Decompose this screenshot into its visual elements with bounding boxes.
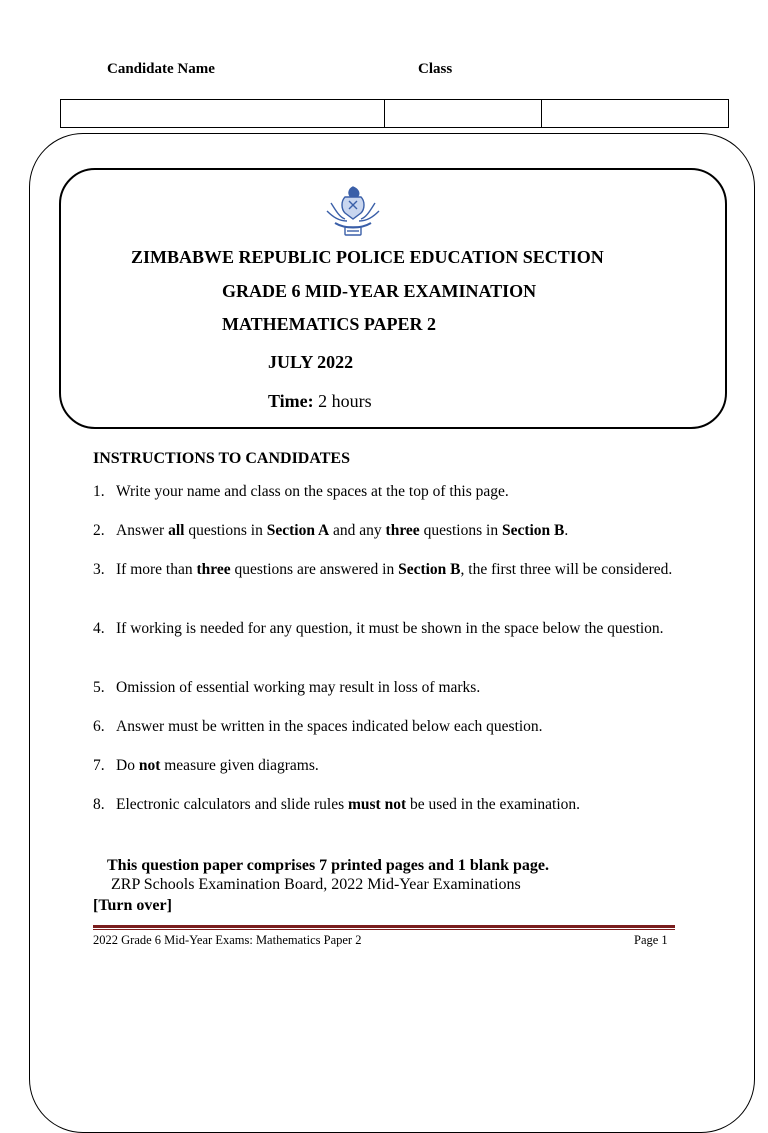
- instruction-fragment: Answer: [116, 522, 169, 539]
- footer-rule-thin: [93, 929, 675, 930]
- instruction-number: 3.: [93, 561, 105, 578]
- instruction-emphasis: not: [138, 757, 161, 774]
- paper-title: MATHEMATICS PAPER 2: [222, 314, 436, 334]
- candidate-details-table: [60, 99, 729, 128]
- page-footer-title: 2022 Grade 6 Mid-Year Exams: Mathematics Paper 2: [93, 933, 362, 947]
- instruction-emphasis: Section B: [501, 522, 565, 539]
- footer-rule: [93, 925, 675, 928]
- instruction-fragment: questions in: [184, 522, 267, 539]
- instruction-item: [93, 521, 693, 540]
- instruction-fragment: If more than: [116, 561, 197, 578]
- time-label: Time:: [268, 391, 314, 411]
- instruction-fragment: questions in: [419, 522, 502, 539]
- exam-date: JULY 2022: [268, 352, 354, 372]
- instruction-number: 1.: [93, 483, 105, 500]
- instruction-fragment: , the first three will be considered.: [460, 561, 673, 578]
- instruction-number: 6.: [93, 718, 105, 735]
- instruction-fragment: measure given diagrams.: [160, 757, 319, 774]
- instruction-text: [116, 482, 693, 501]
- instruction-item: [93, 756, 693, 775]
- zrp-crest-icon: [323, 183, 383, 239]
- instruction-fragment: Omission of essential working may result in loss of marks.: [116, 679, 481, 696]
- instruction-emphasis: three: [385, 522, 420, 539]
- exam-board: ZRP Schools Examination Board, 2022 Mid-Year Examinations: [111, 876, 521, 893]
- instruction-text: [116, 678, 693, 697]
- instruction-text: [116, 560, 693, 579]
- instruction-emphasis: three: [196, 561, 231, 578]
- instructions-title: INSTRUCTIONS TO CANDIDATES: [93, 450, 350, 467]
- table-cell-divider: [384, 100, 385, 127]
- instruction-text: [116, 795, 693, 814]
- instruction-emphasis: must not: [347, 796, 407, 813]
- turn-over-note: [Turn over]: [93, 897, 172, 914]
- class-label: Class: [418, 61, 453, 77]
- instruction-fragment: Answer must be written in the spaces indicated below each question.: [116, 718, 543, 735]
- instruction-number: 8.: [93, 796, 105, 813]
- instruction-emphasis: Section A: [266, 522, 330, 539]
- exam-title: GRADE 6 MID-YEAR EXAMINATION: [222, 281, 537, 301]
- instruction-fragment: Electronic calculators and slide rules: [116, 796, 348, 813]
- organisation-title: ZIMBABWE REPUBLIC POLICE EDUCATION SECTION: [131, 247, 604, 267]
- instruction-item: [93, 560, 693, 579]
- instruction-fragment: .: [564, 522, 569, 539]
- table-cell-divider: [541, 100, 542, 127]
- time-value: 2 hours: [318, 391, 372, 411]
- instruction-item: [93, 795, 693, 814]
- page-number: Page 1: [634, 933, 668, 947]
- instruction-number: 5.: [93, 679, 105, 696]
- instruction-fragment: and any: [329, 522, 386, 539]
- instruction-fragment: questions are answered in: [230, 561, 399, 578]
- candidate-name-label: Candidate Name: [107, 61, 215, 77]
- instruction-text: [116, 717, 693, 736]
- instruction-emphasis: Section B: [398, 561, 461, 578]
- instruction-item: [93, 717, 693, 736]
- instruction-number: 2.: [93, 522, 105, 539]
- instruction-item: [93, 678, 693, 697]
- instruction-fragment: If working is needed for any question, it must be shown in the space below the question.: [116, 620, 664, 637]
- instruction-emphasis: all: [168, 522, 185, 539]
- pages-note: This question paper comprises 7 printed pages and 1 blank page.: [107, 857, 550, 874]
- exam-duration: [268, 391, 372, 412]
- instruction-fragment: Write your name and class on the spaces at the top of this page.: [116, 483, 509, 500]
- instruction-item: [93, 482, 693, 501]
- instruction-text: [116, 619, 693, 638]
- instruction-number: 7.: [93, 757, 105, 774]
- instruction-number: 4.: [93, 620, 105, 637]
- instruction-text: [116, 521, 693, 540]
- instruction-fragment: be used in the examination.: [406, 796, 581, 813]
- instruction-text: [116, 756, 693, 775]
- instruction-item: [93, 619, 693, 638]
- instruction-fragment: Do: [116, 757, 139, 774]
